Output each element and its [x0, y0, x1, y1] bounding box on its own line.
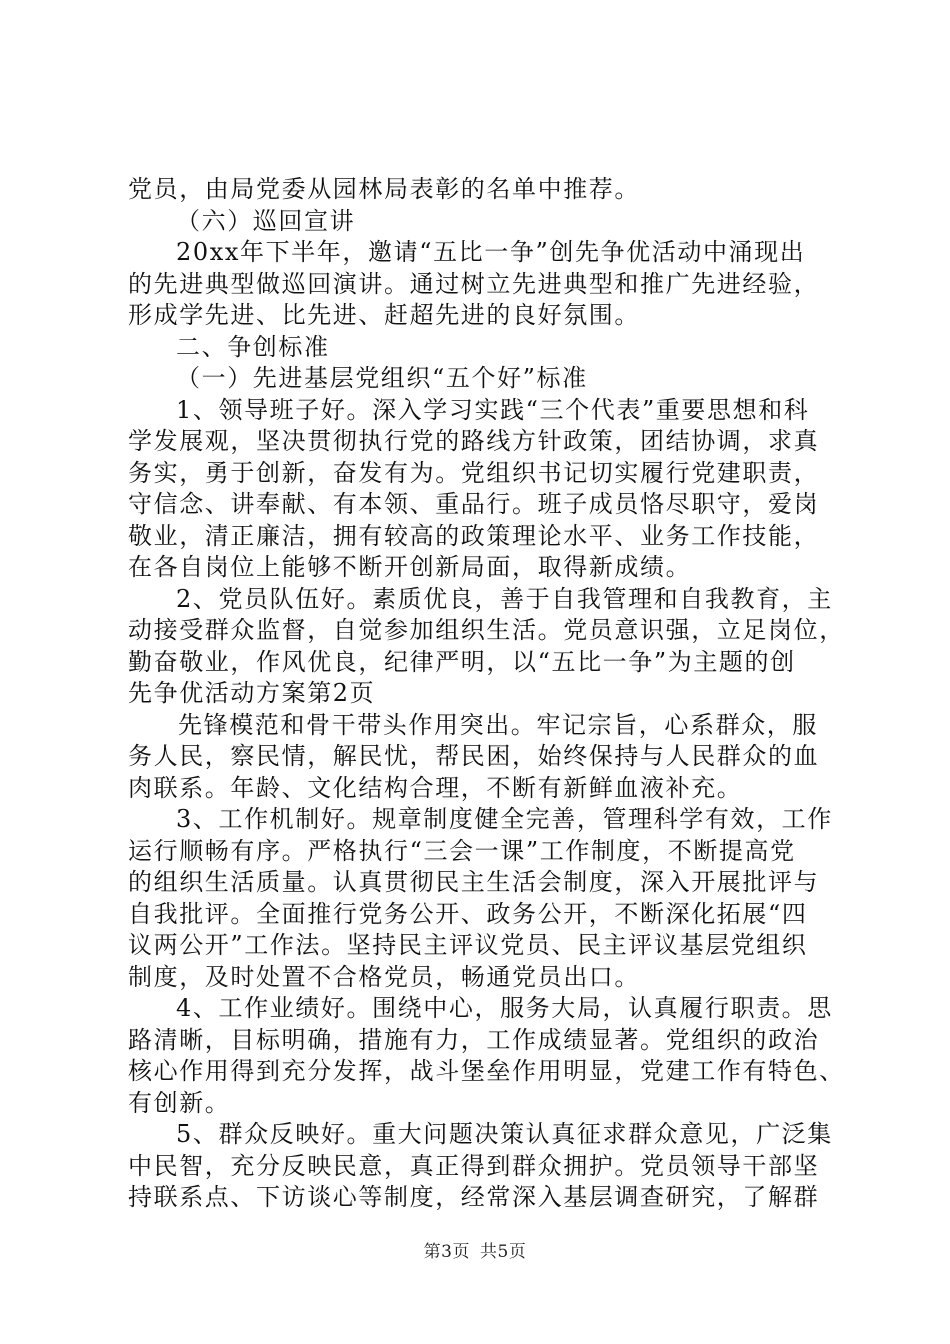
- paragraph-line: 形成学先进、比先进、赶超先进的良好氛围。: [128, 301, 640, 329]
- paragraph-line: 5、群众反映好。重大问题决策认真征求群众意见，广泛集: [176, 1120, 833, 1148]
- section-heading: （六）巡回宣讲: [176, 206, 356, 235]
- paragraph-line: 勤奋敬业，作风优良，纪律严明，以“五比一争”为主题的创: [128, 647, 796, 676]
- paragraph-line: 党员，由局党委从园林局表彰的名单中推荐。: [128, 175, 640, 203]
- paragraph-line: 有创新。: [128, 1088, 231, 1117]
- paragraph-line: 先锋模范和骨干带头作用突出。牢记宗旨，心系群众，服: [178, 710, 818, 739]
- section-heading: （一）先进基层党组织“五个好”标准: [176, 364, 588, 392]
- paragraph-line: 1、领导班子好。深入学习实践“三个代表”重要思想和科: [176, 395, 810, 424]
- paragraph-line: 20xx年下半年，邀请“五比一争”创先争优活动中涌现出: [176, 238, 806, 266]
- paragraph-line: 路清晰，目标明确，措施有力，工作成绩显著。党组织的政治: [128, 1025, 820, 1054]
- paragraph-line: 先争优活动方案第2页: [128, 679, 376, 707]
- section-heading: 二、争创标准: [176, 332, 330, 361]
- paragraph-line: 务实，勇于创新，奋发有为。党组织书记切实履行党建职责，: [128, 458, 820, 487]
- paragraph-line: 议两公开”工作法。坚持民主评议党员、民主评议基层党组织: [128, 931, 808, 959]
- paragraph-line: 守信念、讲奉献、有本领、重品行。班子成员恪尽职守，爱岗: [128, 490, 820, 518]
- paragraph-line: 务人民，察民情，解民忧，帮民困，始终保持与人民群众的血: [128, 742, 820, 770]
- paragraph-line: 核心作用得到充分发挥，战斗堡垒作用明显，党建工作有特色、: [128, 1057, 845, 1085]
- paragraph-line: 中民智，充分反映民意，真正得到群众拥护。党员领导干部坚: [128, 1151, 820, 1180]
- page-footer: [0, 1241, 950, 1263]
- paragraph-line: 4、工作业绩好。围绕中心，服务大局，认真履行职责。思: [176, 994, 833, 1022]
- paragraph-line: 学发展观，坚决贯彻执行党的路线方针政策，团结协调，求真: [128, 427, 820, 455]
- paragraph-line: 持联系点、下访谈心等制度，经常深入基层调查研究，了解群: [128, 1183, 820, 1211]
- paragraph-line: 制度，及时处置不合格党员，畅通党员出口。: [128, 962, 640, 991]
- paragraph-line: 肉联系。年龄、文化结构合理，不断有新鲜血液补充。: [128, 773, 743, 802]
- page-total: 共5页: [480, 1242, 527, 1262]
- paragraph-line: 2、党员队伍好。素质优良，善于自我管理和自我教育，主: [176, 584, 833, 613]
- paragraph-line: 敬业，清正廉洁，拥有较高的政策理论水平、业务工作技能，: [128, 521, 820, 550]
- paragraph-line: 的组织生活质量。认真贯彻民主生活会制度，深入开展批评与: [128, 868, 820, 896]
- paragraph-line: 在各自岗位上能够不断开创新局面，取得新成绩。: [128, 553, 692, 581]
- paragraph-line: 运行顺畅有序。严格执行“三会一课”工作制度，不断提高党: [128, 836, 796, 865]
- page-number: 第3页: [423, 1242, 470, 1262]
- paragraph-line: 自我批评。全面推行党务公开、政务公开，不断深化拓展“四: [128, 899, 808, 928]
- paragraph-line: 动接受群众监督，自觉参加组织生活。党员意识强，立足岗位，: [128, 616, 845, 644]
- paragraph-line: 的先进典型做巡回演讲。通过树立先进典型和推广先进经验，: [128, 269, 820, 298]
- document-body: [128, 174, 845, 1214]
- paragraph-line: 3、工作机制好。规章制度健全完善，管理科学有效，工作: [176, 805, 833, 833]
